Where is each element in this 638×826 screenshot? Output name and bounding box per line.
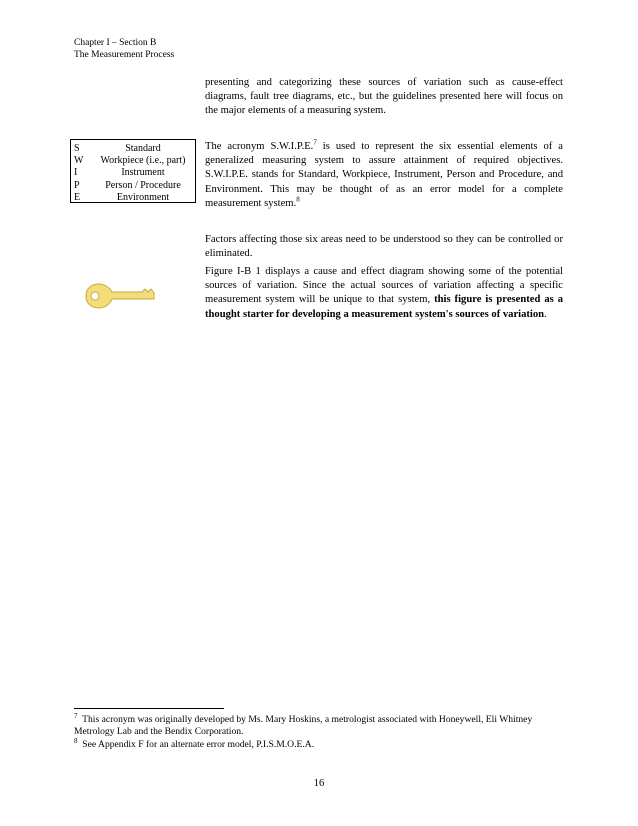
footnotes	[74, 711, 564, 751]
acronym-letter: S	[74, 143, 80, 154]
page-number: 16	[313, 778, 325, 789]
footnote-ref-8[interactable]: 8	[296, 195, 300, 204]
header-chapter: Chapter I – Section B	[74, 38, 157, 48]
footnote-7-text: This acronym was originally developed by Ms. Mary Hoskins, a metrologist associated with Honeywell, Eli Whitney Metrology Lab and the Bendix Corporation.	[74, 714, 533, 738]
footnote-ref-7[interactable]: 7	[313, 138, 317, 147]
figure-intro-bold: this figure is presented as a thought starter for developing a measurement system's sources of variation	[205, 294, 563, 320]
swipe-text-start: The acronym S.W.I.P.E.	[205, 141, 314, 152]
acronym-row	[74, 167, 195, 179]
acronym-word: Environment	[116, 191, 170, 203]
paragraph-swipe	[205, 140, 563, 211]
key-icon	[82, 282, 156, 310]
swipe-acronym-box	[70, 139, 196, 203]
acronym-row	[74, 143, 195, 155]
acronym-word: Instrument	[121, 167, 165, 179]
acronym-letter: I	[74, 167, 78, 179]
header-title: The Measurement Process	[74, 50, 175, 60]
swipe-text-rest: is used to represent the six essential elements of a generalized measuring system to assure attainment of required objectives. S.W.I.P.E. stands for Standard, Workpiece, Instrument, Person and Procedure, and Environment. This may be thought of as an error model for a complete measurement system.	[205, 141, 563, 209]
footnote-8-number: 8	[74, 736, 78, 745]
running-header	[74, 37, 174, 61]
figure-intro-text: Figure I-B 1 displays a cause and effect diagram showing some of the potential sources of variation. Since the actual sources of variation affecting a specific measurement system will be unique to that system,	[205, 266, 563, 306]
acronym-letter: E	[74, 191, 81, 203]
footnote-8	[74, 736, 564, 751]
paragraph-factors: Factors affecting those six areas need to be understood so they can be controlled or eliminated.	[205, 234, 563, 260]
footnote-7-number: 7	[74, 711, 78, 720]
paragraph-sources-of-variation: presenting and categorizing these sources of variation such as cause-effect diagrams, fault tree diagrams, etc., but the guidelines presented here will focus on the major elements of a measuring system.	[205, 77, 563, 117]
acronym-row	[74, 155, 195, 167]
acronym-letter: W	[74, 155, 84, 167]
acronym-word: Person / Procedure	[105, 179, 181, 191]
acronym-row	[74, 180, 195, 192]
footnote-8-text: See Appendix F for an alternate error model, P.I.S.M.O.E.A.	[82, 738, 315, 750]
acronym-row	[74, 192, 195, 204]
footnote-7	[74, 711, 564, 739]
footnote-separator	[74, 708, 224, 709]
acronym-word: Standard	[125, 143, 161, 154]
figure-intro-end: .	[544, 308, 547, 320]
acronym-word: Workpiece (i.e., part)	[100, 155, 186, 167]
acronym-letter: P	[74, 179, 80, 191]
paragraph-figure-intro	[205, 265, 563, 322]
